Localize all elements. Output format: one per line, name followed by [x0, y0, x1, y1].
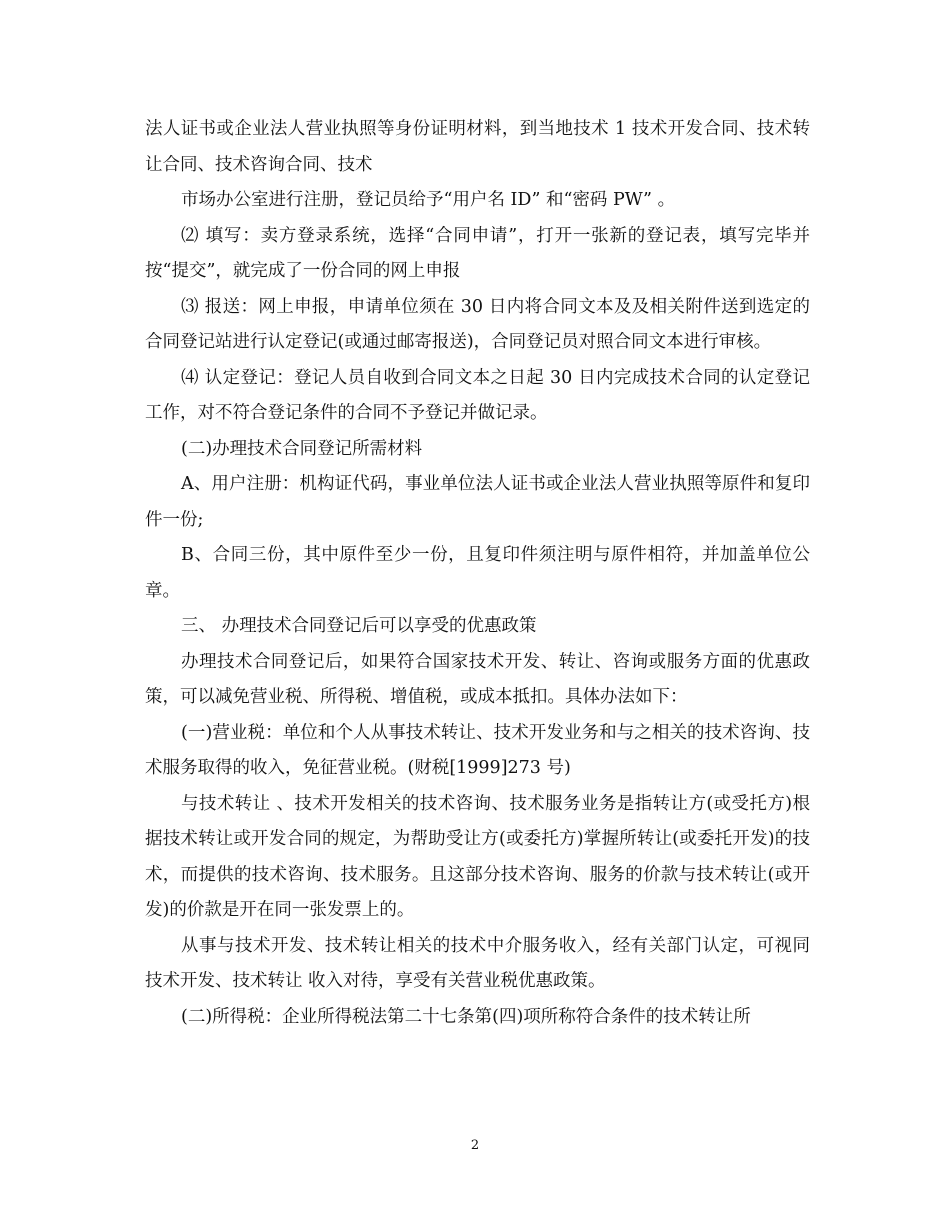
paragraph: 从事与技术开发、技术转让相关的技术中介服务收入，经有关部门认定，可视同技术开发、技术转让 收入对待，享受有关营业税优惠政策。: [145, 935, 810, 991]
paragraph: ⑶ 报送：网上申报，申请单位须在 30 日内将合同文本及及相关附件送到选定的合同登记站进行认定登记(或通过邮寄报送)，合同登记员对照合同文本进行审核。: [145, 296, 810, 352]
paragraph: 与技术转让 、技术开发相关的技术咨询、技术服务业务是指转让方(或受托方)根据技术转让或开发合同的规定，为帮助受让方(或委托方)掌握所转让(或委托开发)的技术，而提供的技术咨询、技术服务。且这部分技术咨询、服务的价款与技术转让(或开发)的价款是开在同一张发票上的。: [145, 793, 810, 920]
document-body: [145, 112, 810, 1035]
paragraph: ⑵ 填写：卖方登录系统，选择“合同申请”，打开一张新的登记表，填写完毕并按“提交”，就完成了一份合同的网上申报: [145, 225, 810, 281]
paragraph: 办理技术合同登记后，如果符合国家技术开发、转让、咨询或服务方面的优惠政策，可以减免营业税、所得税、增值税，或成本抵扣。具体办法如下：: [145, 651, 810, 707]
page-number: 2: [470, 1138, 480, 1153]
paragraph: (一)营业税：单位和个人从事技术转让、技术开发业务和与之相关的技术咨询、技术服务取得的收入，免征营业税。(财税[1999]273 号): [145, 722, 810, 778]
paragraph: ⑷ 认定登记：登记人员自收到合同文本之日起 30 日内完成技术合同的认定登记工作，对不符合登记条件的合同不予登记并做记录。: [145, 367, 810, 423]
paragraph: 法人证书或企业法人营业执照等身份证明材料，到当地技术 1 技术开发合同、技术转让合同、技术咨询合同、技术: [145, 119, 810, 175]
paragraph: 市场办公室进行注册，登记员给予“用户名 ID” 和“密码 PW” 。: [181, 190, 676, 210]
paragraph: (二)所得税：企业所得税法第二十七条第(四)项所称符合条件的技术转让所: [181, 1006, 751, 1027]
paragraph: A、用户注册：机构证代码，事业单位法人证书或企业法人营业执照等原件和复印件一份;: [145, 474, 810, 530]
section-heading: 三、 办理技术合同登记后可以享受的优惠政策: [181, 616, 537, 636]
section-heading: (二)办理技术合同登记所需材料: [181, 438, 423, 459]
paragraph: B、合同三份，其中原件至少一份，且复印件须注明与原件相符，并加盖单位公章。: [145, 545, 810, 601]
